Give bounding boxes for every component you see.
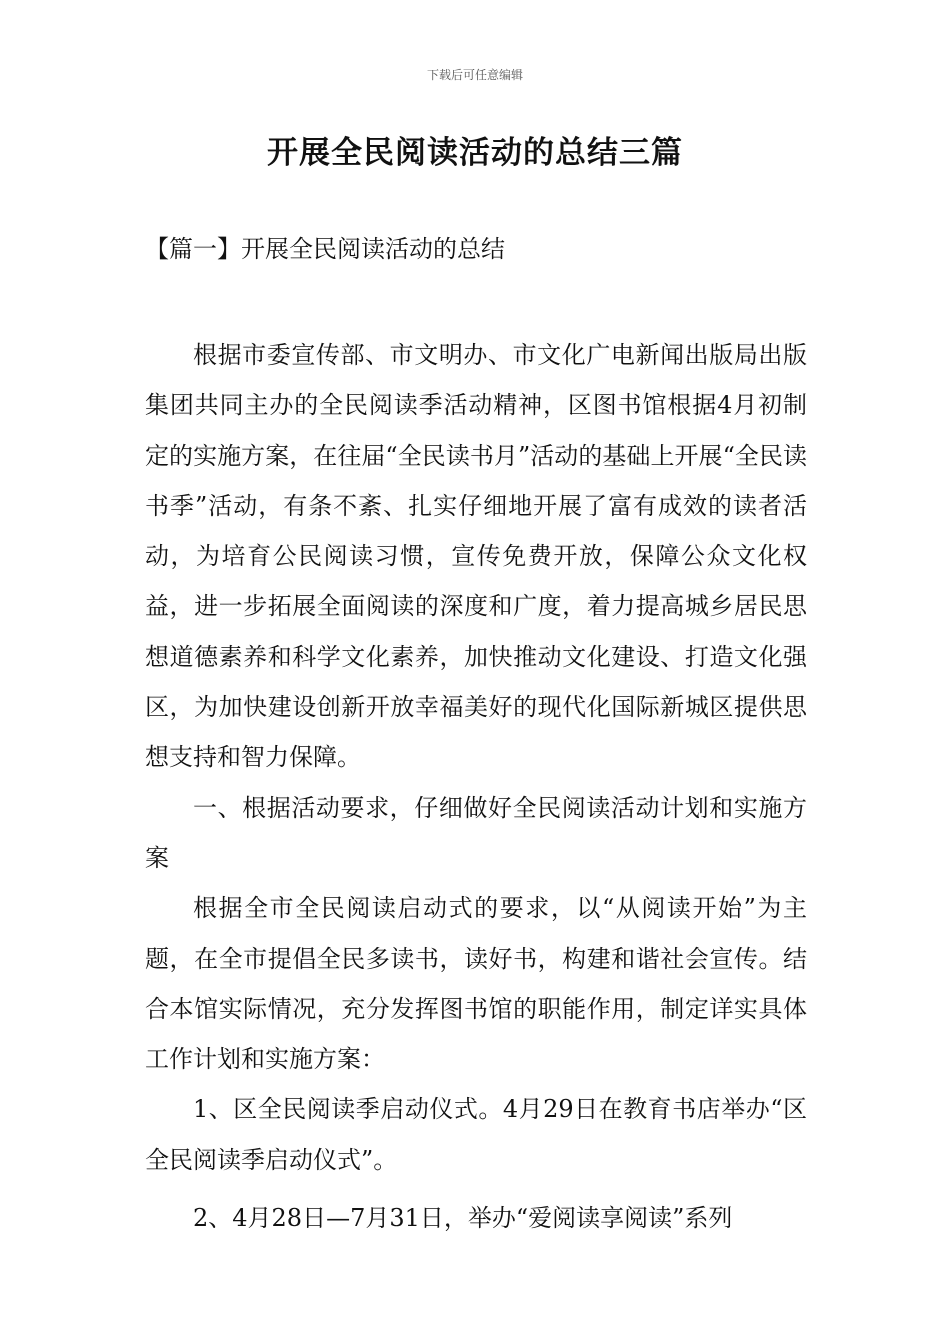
- document-title: 开展全民阅读活动的总结三篇: [267, 135, 683, 171]
- paragraph: 1、区全民阅读季启动仪式。4月29日在教育书店举办“区全民阅读季启动仪式”。: [145, 1095, 807, 1174]
- section-heading: 【篇一】开展全民阅读活动的总结: [145, 235, 505, 263]
- header-note: 下载后可任意编辑: [426, 68, 523, 82]
- paragraph: 一、根据活动要求，仔细做好全民阅读活动计划和实施方案: [145, 793, 807, 872]
- paragraph: 根据市委宣传部、市文明办、市文化广电新闻出版局出版集团共同主办的全民阅读季活动精神，区图书馆根据4月初制定的实施方案，在往届“全民读书月”活动的基础上开展“全民读书季”活动，有条不紊、扎实仔细地开展了富有成效的读者活动，为培育公民阅读习惯，宣传免费开放，保障公众文化权益，进一步拓展全面阅读的深度和广度，着力提高城乡居民思想道德素养和科学文化素养，加快推动文化建设、打造文化强区，为加快建设创新开放幸福美好的现代化国际新城区提供思想支持和智力保障。: [145, 341, 807, 772]
- paragraph: 2、4月28日—7月31日，举办“爱阅读享阅读”系列: [193, 1204, 733, 1233]
- document-body: [145, 330, 807, 1243]
- paragraph: 根据全市全民阅读启动式的要求，以“从阅读开始”为主题，在全市提倡全民多读书，读好书，构建和谐社会宣传。结合本馆实际情况，充分发挥图书馆的职能作用，制定详实具体工作计划和实施方案：: [145, 894, 807, 1074]
